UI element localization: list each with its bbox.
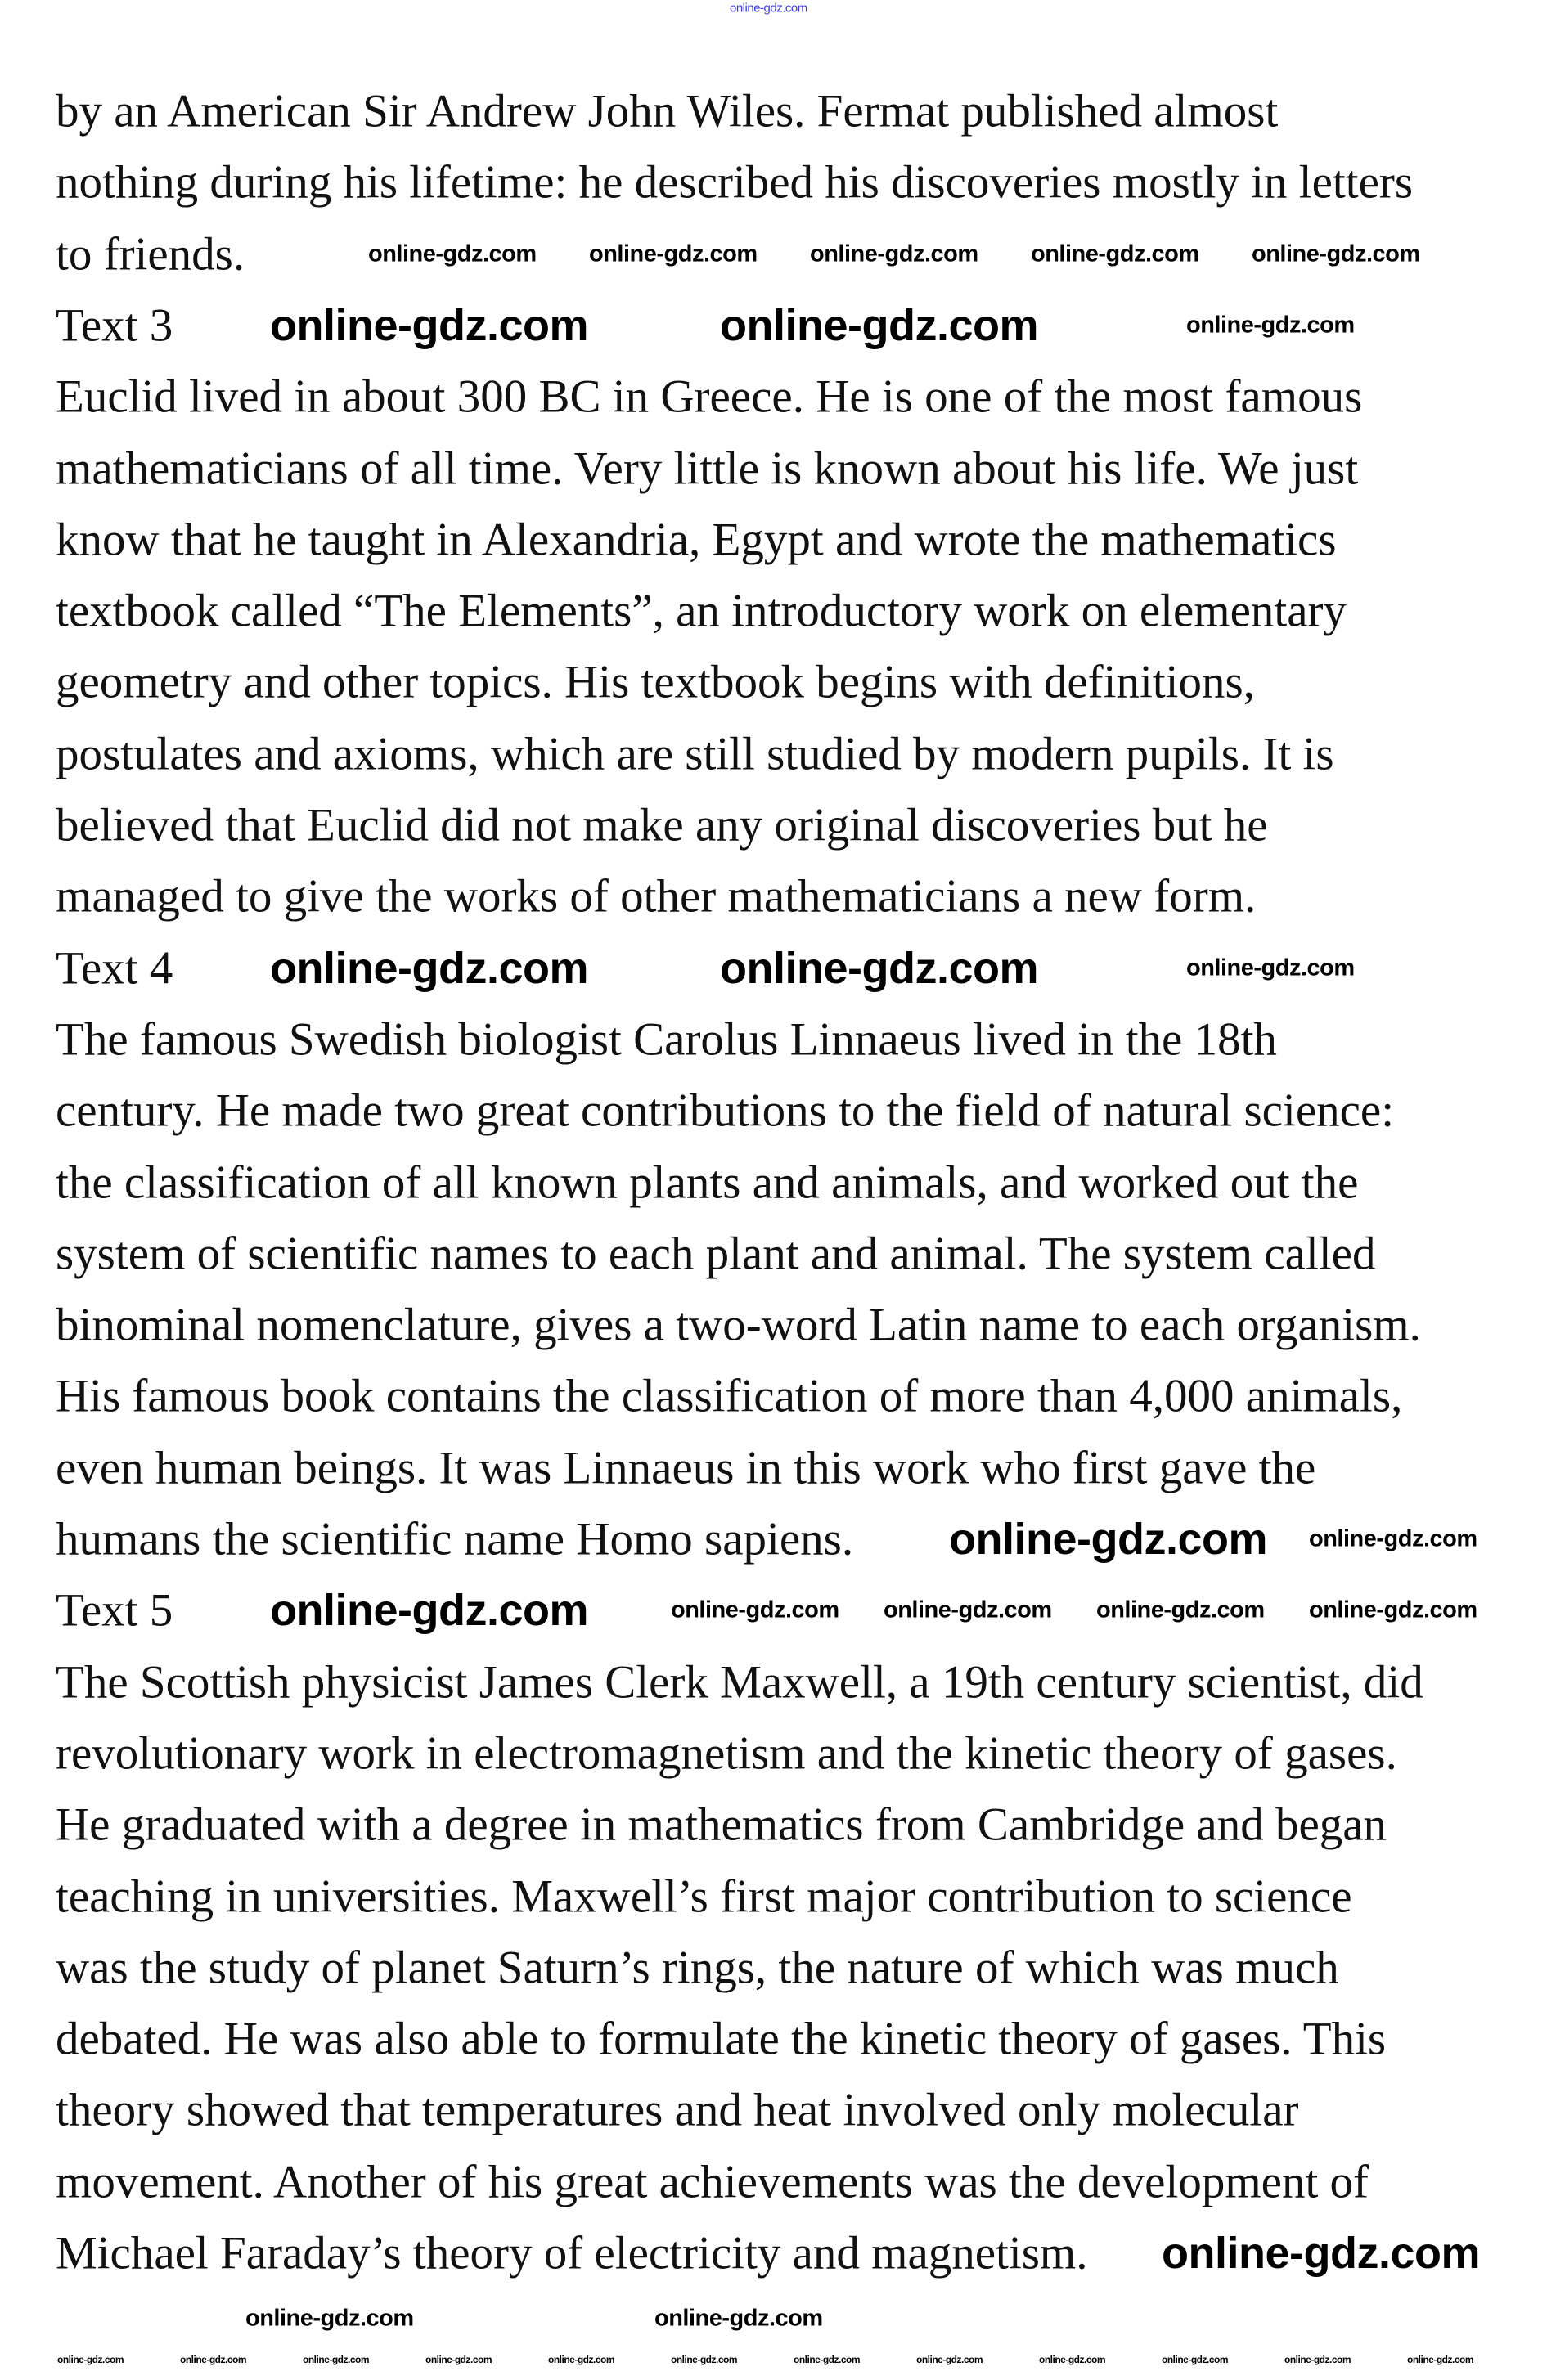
text-line: textbook called “The Elements”, an introductory work on elementary [56, 585, 1347, 637]
watermark: online-gdz.com [1186, 312, 1355, 339]
watermark: online-gdz.com [368, 240, 537, 267]
watermark: online-gdz.com [884, 1596, 1052, 1623]
text-line: The famous Swedish biologist Carolus Linnaeus lived in the 18th [56, 1013, 1277, 1066]
watermark: online-gdz.com [1162, 2229, 1480, 2278]
watermark: online-gdz.com [589, 240, 758, 267]
text-line: system of scientific names to each plant and animal. The system called [56, 1228, 1376, 1280]
text-line: Michael Faraday’s theory of electricity and magnetism. [56, 2227, 1088, 2279]
text-line: nothing during his lifetime: he described his discoveries mostly in letters [56, 156, 1414, 209]
watermark: online-gdz.com [425, 2354, 492, 2365]
text-line: know that he taught in Alexandria, Egypt and wrote the mathematics [56, 514, 1337, 566]
text-line: binominal nomenclature, gives a two-word Latin name to each organism. [56, 1299, 1421, 1351]
watermark: online-gdz.com [57, 2354, 124, 2365]
watermark: online-gdz.com [794, 2354, 860, 2365]
watermark: online-gdz.com [1031, 240, 1199, 267]
watermark: online-gdz.com [1039, 2354, 1105, 2365]
watermark: online-gdz.com [949, 1515, 1267, 1564]
text-line: managed to give the works of other mathematicians a new form. [56, 870, 1257, 923]
watermark: online-gdz.com [671, 1596, 839, 1623]
text-line: believed that Euclid did not make any original discoveries but he [56, 799, 1268, 851]
text-line: the classification of all known plants and animals, and worked out the [56, 1156, 1359, 1208]
watermark: online-gdz.com [654, 2305, 823, 2332]
text-line: even human beings. It was Linnaeus in this work who first gave the [56, 1442, 1316, 1494]
text-line: to friends. [56, 228, 245, 281]
watermark: online-gdz.com [1252, 240, 1420, 267]
watermark: online-gdz.com [720, 944, 1038, 993]
watermark: online-gdz.com [1284, 2354, 1351, 2365]
watermark: online-gdz.com [1096, 1596, 1265, 1623]
text-line: revolutionary work in electromagnetism and the kinetic theory of gases. [56, 1727, 1397, 1780]
watermark: online-gdz.com [1162, 2354, 1228, 2365]
watermark: online-gdz.com [1309, 1525, 1477, 1552]
watermark: online-gdz.com [1407, 2354, 1473, 2365]
text-line: His famous book contains the classification of more than 4,000 animals, [56, 1370, 1403, 1422]
watermark: online-gdz.com [810, 240, 978, 267]
text-line: century. He made two great contributions to the field of natural science: [56, 1084, 1395, 1137]
text-line: theory showed that temperatures and heat involved only molecular [56, 2084, 1299, 2136]
section-heading: Text 4 [56, 942, 173, 995]
watermark: online-gdz.com [303, 2354, 369, 2365]
text-line: Euclid lived in about 300 BC in Greece. He is one of the most famous [56, 370, 1363, 423]
section-heading: Text 3 [56, 299, 173, 352]
watermark: online-gdz.com [245, 2305, 414, 2332]
watermark: online-gdz.com [180, 2354, 246, 2365]
watermark: online-gdz.com [548, 2354, 614, 2365]
text-line: postulates and axioms, which are still studied by modern pupils. It is [56, 728, 1334, 780]
text-line: The Scottish physicist James Clerk Maxwell, a 19th century scientist, did [56, 1656, 1423, 1709]
text-line: He graduated with a degree in mathematics from Cambridge and began [56, 1798, 1387, 1851]
text-line: geometry and other topics. His textbook begins with definitions, [56, 656, 1255, 708]
watermark: online-gdz.com [916, 2354, 983, 2365]
text-line: by an American Sir Andrew John Wiles. Fermat published almost [56, 85, 1279, 137]
watermark: online-gdz.com [1309, 1596, 1477, 1623]
text-line: debated. He was also able to formulate the kinetic theory of gases. This [56, 2013, 1387, 2065]
watermark: online-gdz.com [671, 2354, 737, 2365]
text-line: was the study of planet Saturn’s rings, the nature of which was much [56, 1942, 1339, 1994]
text-line: mathematicians of all time. Very little is known about his life. We just [56, 442, 1359, 494]
watermark: online-gdz.com [270, 944, 588, 993]
section-heading: Text 5 [56, 1584, 173, 1637]
watermark: online-gdz.com [730, 1, 807, 16]
text-line: movement. Another of his great achievements was the development of [56, 2156, 1369, 2208]
watermark: online-gdz.com [270, 301, 588, 350]
watermark: online-gdz.com [720, 301, 1038, 350]
watermark: online-gdz.com [270, 1586, 588, 1635]
text-line: humans the scientific name Homo sapiens. [56, 1513, 854, 1565]
text-line: teaching in universities. Maxwell’s first major contribution to science [56, 1870, 1352, 1922]
watermark: online-gdz.com [1186, 954, 1355, 981]
